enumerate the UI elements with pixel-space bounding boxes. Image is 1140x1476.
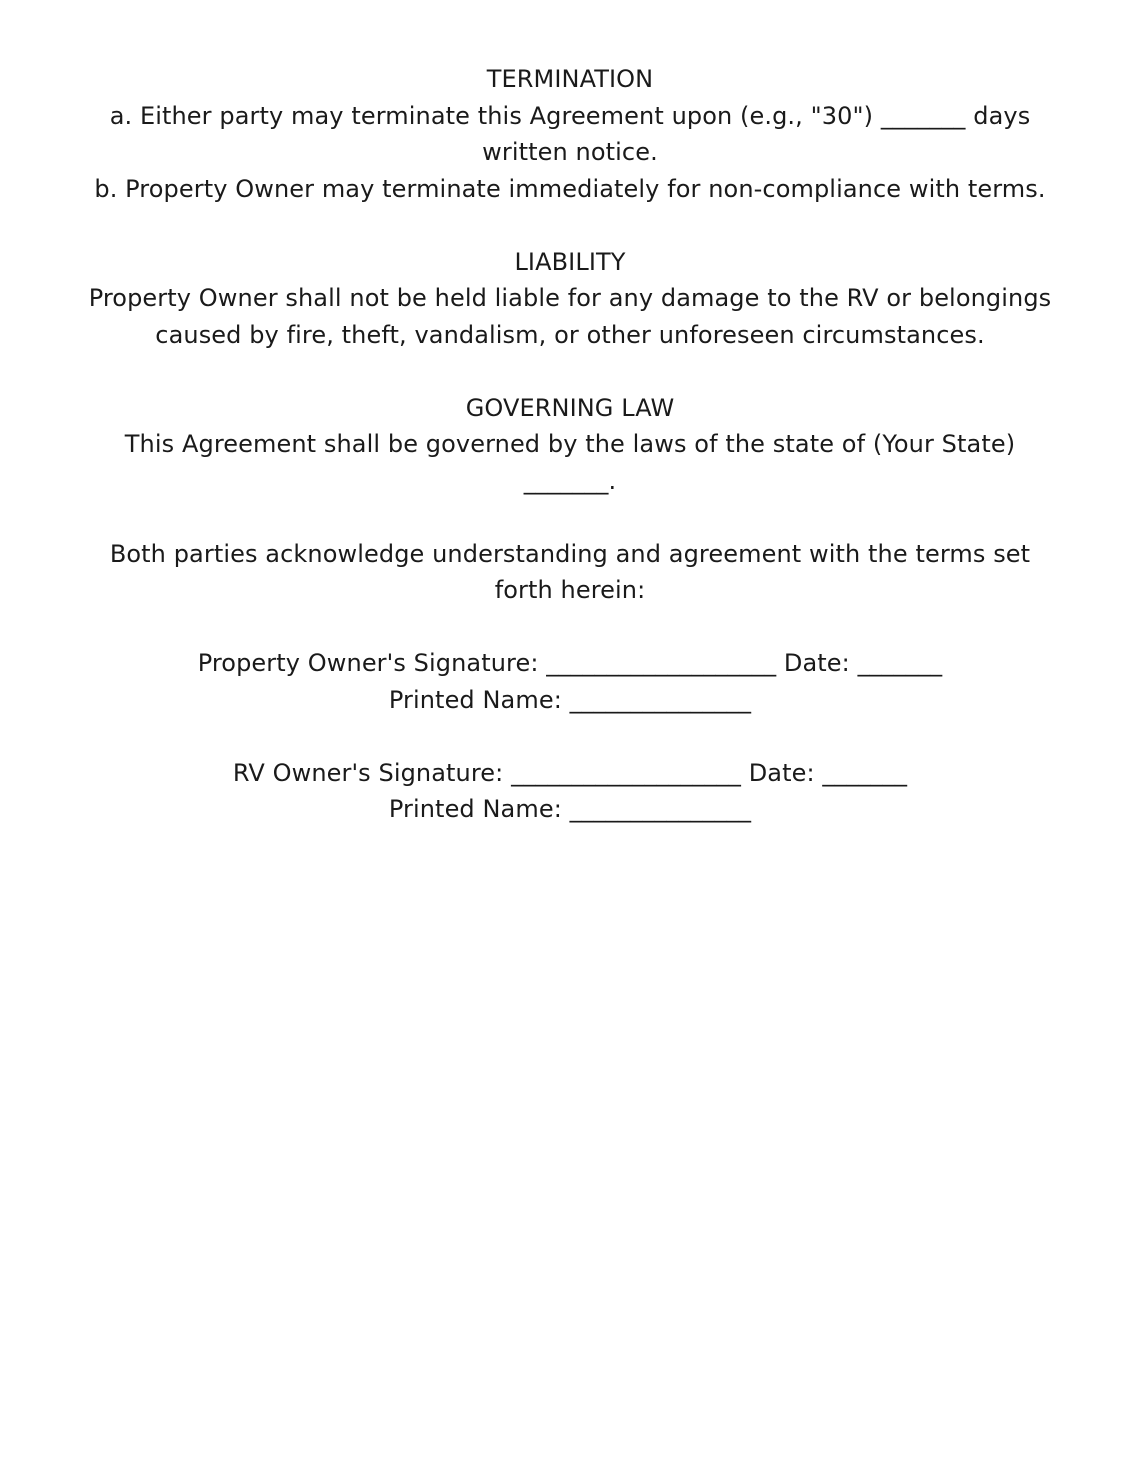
liability-text-line-2: caused by fire, theft, vandalism, or other unforeseen circumstances. bbox=[155, 320, 985, 349]
acknowledgement-section bbox=[0, 536, 1140, 609]
termination-section bbox=[0, 61, 1140, 207]
rv-owner-signature-line: RV Owner's Signature: ___________________ Date: _______ bbox=[232, 758, 908, 787]
property-owner-signature-block bbox=[0, 645, 1140, 718]
termination-clause-a-line-1: a. Either party may terminate this Agreement upon (e.g., "30") _______ days bbox=[109, 101, 1031, 130]
acknowledgement-line-1: Both parties acknowledge understanding and agreement with the terms set bbox=[109, 539, 1031, 568]
document-page bbox=[0, 61, 1140, 828]
acknowledgement-line-2: forth herein: bbox=[494, 576, 646, 604]
section-spacer bbox=[0, 353, 1140, 390]
governing-law-heading: GOVERNING LAW bbox=[465, 393, 675, 422]
governing-law-text-line-1: This Agreement shall be governed by the laws of the state of (Your State) bbox=[124, 430, 1016, 458]
liability-text-line-1: Property Owner shall not be held liable for any damage to the RV or belongings bbox=[88, 284, 1052, 312]
liability-section bbox=[0, 244, 1140, 354]
section-spacer bbox=[0, 499, 1140, 536]
property-owner-signature-line: Property Owner's Signature: ___________________ Date: _______ bbox=[197, 649, 943, 677]
section-spacer bbox=[0, 718, 1140, 755]
rv-owner-signature-block bbox=[0, 755, 1140, 828]
termination-heading: TERMINATION bbox=[486, 65, 654, 93]
liability-heading: LIABILITY bbox=[514, 247, 626, 276]
section-spacer bbox=[0, 207, 1140, 244]
governing-law-section bbox=[0, 390, 1140, 500]
governing-law-text-line-2: _______. bbox=[523, 466, 617, 495]
termination-clause-b: b. Property Owner may terminate immediately for non-compliance with terms. bbox=[94, 174, 1046, 203]
property-owner-printed-name-line: Printed Name: _______________ bbox=[388, 685, 752, 714]
section-spacer bbox=[0, 609, 1140, 646]
rv-owner-printed-name-line: Printed Name: _______________ bbox=[388, 795, 752, 823]
termination-clause-a-line-2: written notice. bbox=[482, 138, 658, 166]
